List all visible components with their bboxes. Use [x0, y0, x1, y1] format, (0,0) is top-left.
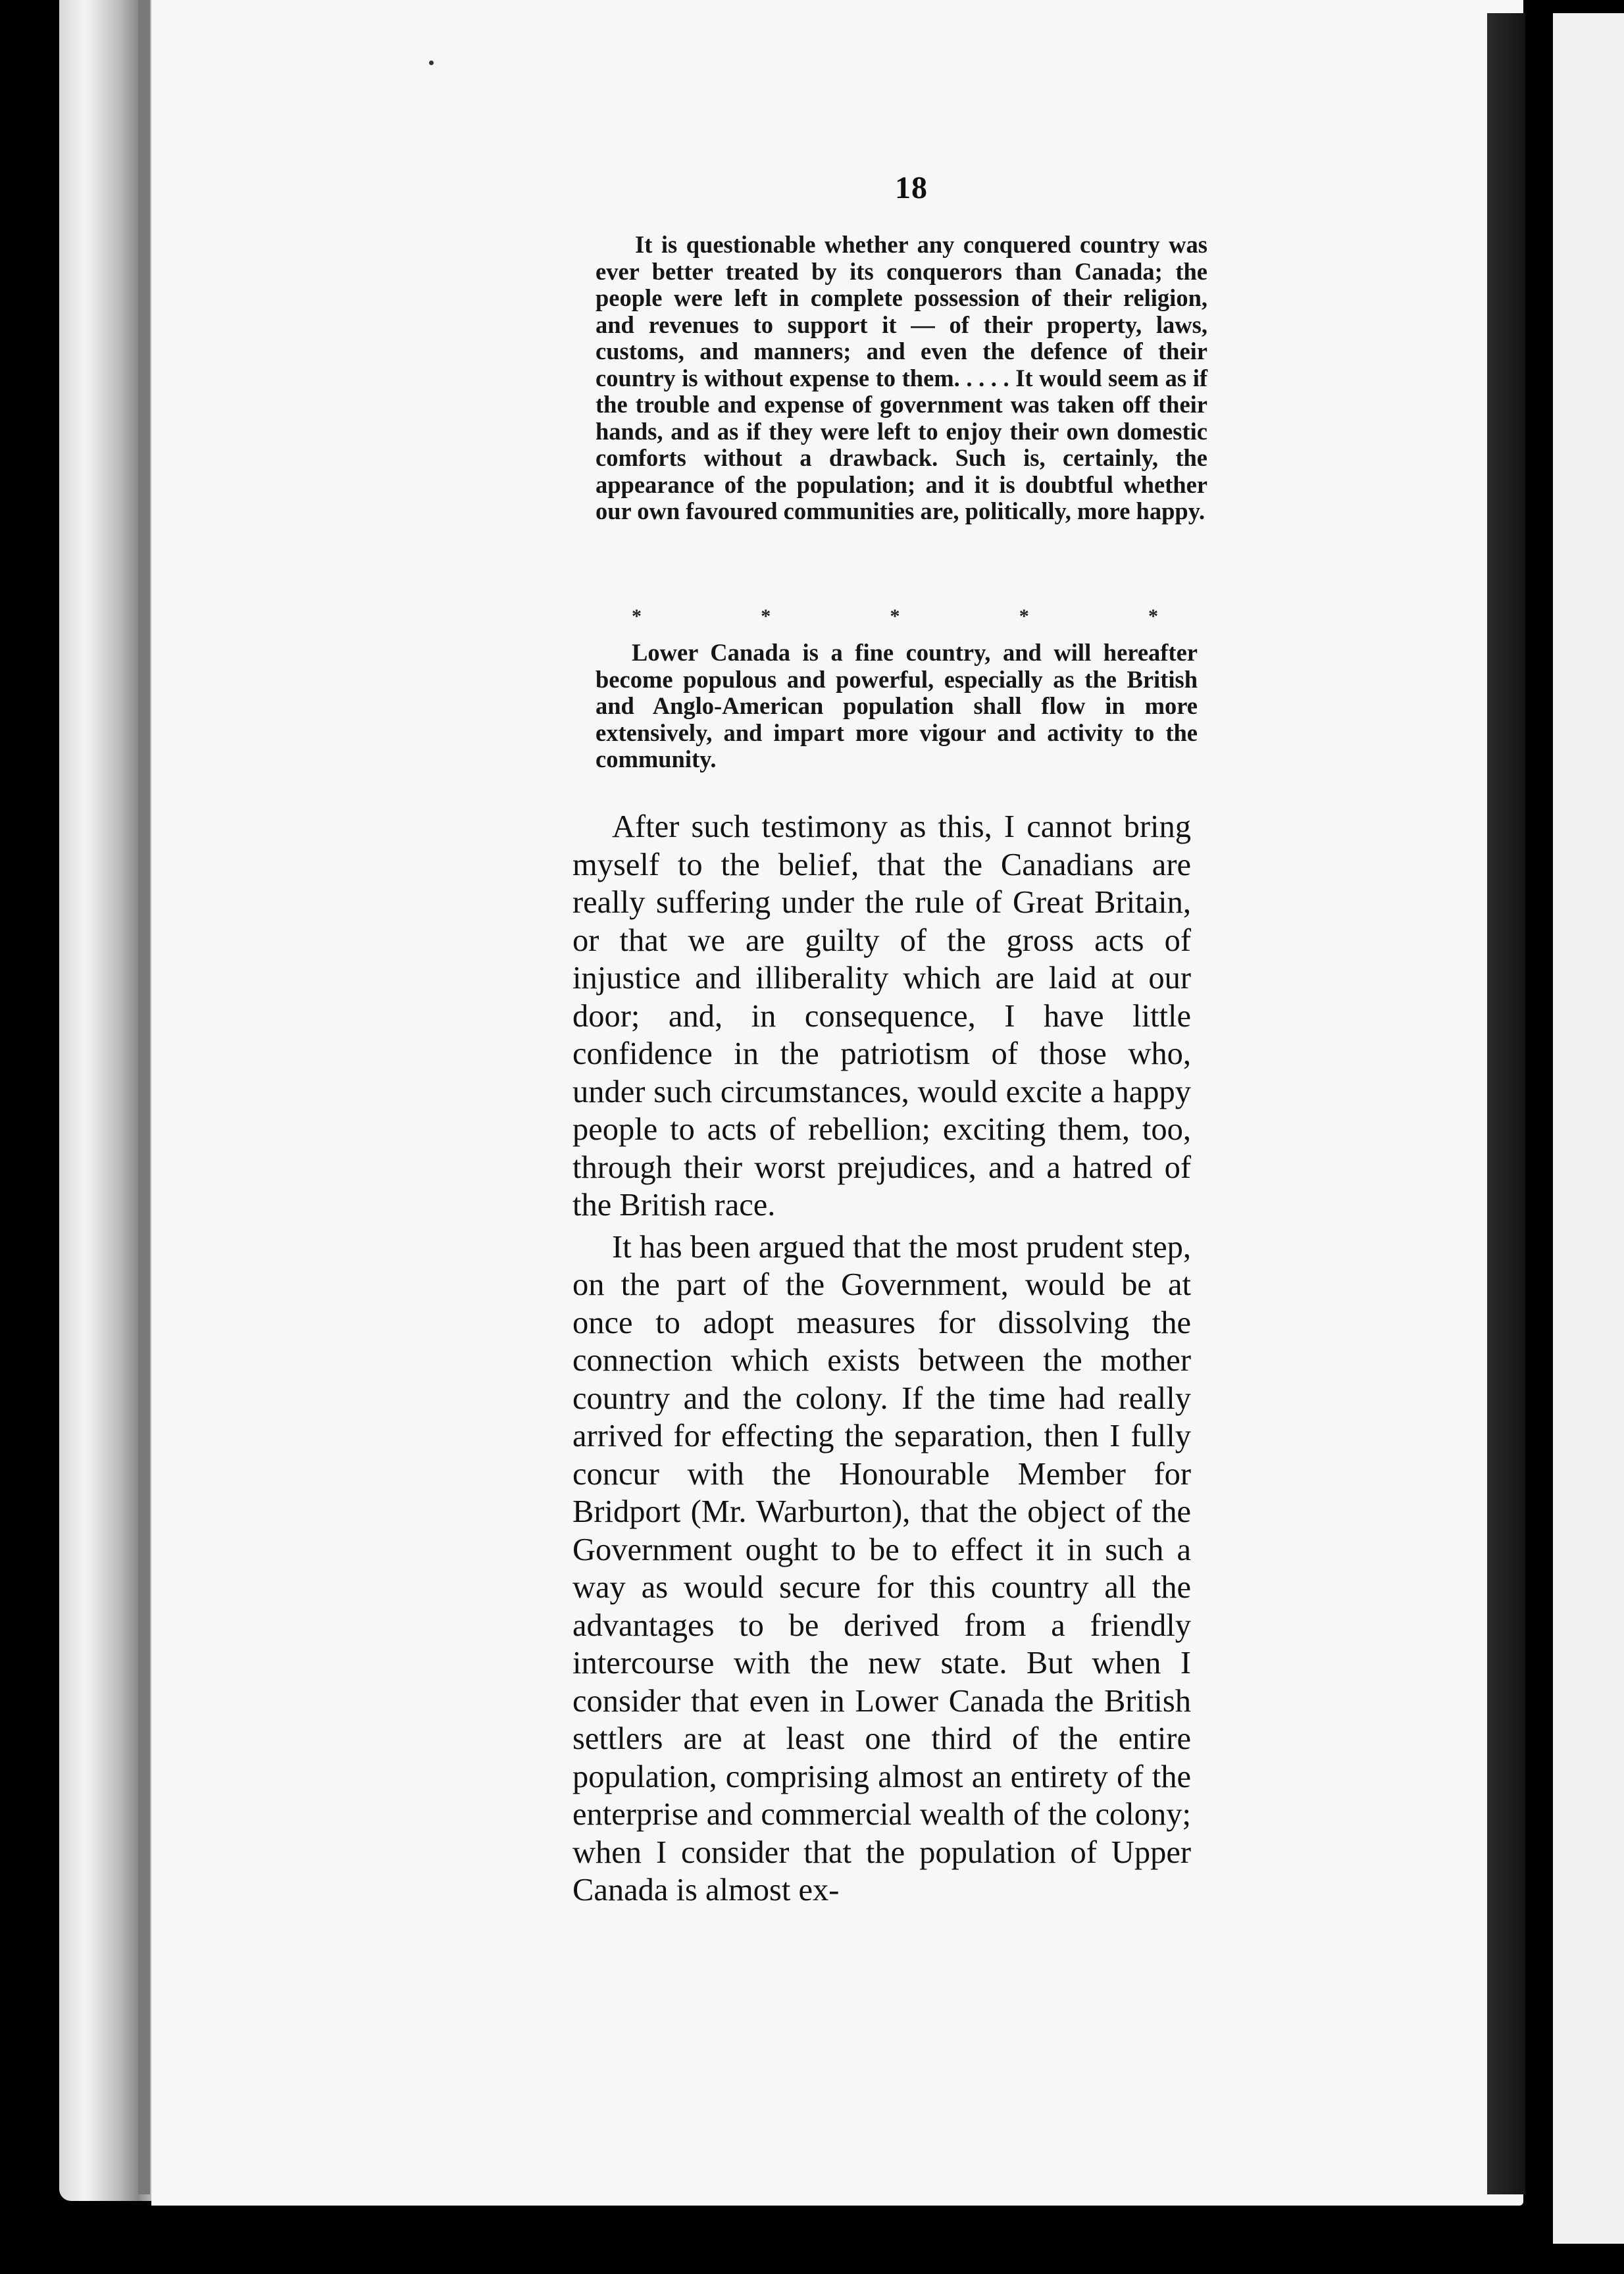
body-paragraph: It has been argued that the most prudent step, on the part of the Government, would be at once to adopt measures for dissolving the connection which exists between the mother country and the colony. If the time had really arrived for effecting the separation, then I fully concur with the Honourable Member for Bridport (Mr. Warburton), that the object of the Government ought to be to effect it in such a way as would secure for this country all the advantages to be derived from a friendly intercourse with the new state. But when I consider that even in Lower Canada the British settlers are at least one third of the entire population, comprising almost an entirety of the enterprise and commercial wealth of the colony; when I consider that the population of Upper Canada is almost ex- — [572, 1229, 1191, 1908]
separator-star: * — [632, 605, 642, 627]
separator-star: * — [1019, 605, 1029, 627]
section-separator — [632, 605, 1158, 628]
page-number: 18 — [895, 170, 928, 205]
right-page-shadow — [1487, 13, 1525, 2194]
main-body-text — [572, 808, 1191, 1909]
next-page-edge — [1553, 13, 1624, 2244]
quoted-passage-2 — [596, 640, 1198, 773]
body-paragraph: After such testimony as this, I cannot bring myself to the belief, that the Canadians are really suffering under the rule of Great Britain, or that we are guilty of the gross acts of injustice and illiberality which are laid at our door; and, in consequence, I have little confidence in the patriotism of those who, under such circumstances, would excite a happy people to acts of rebellion; exciting them, too, through their worst prejudices, and a hatred of the British race. — [572, 809, 1191, 1223]
gutter-shadow — [138, 0, 150, 2194]
quoted-passage-1 — [596, 232, 1207, 525]
separator-star: * — [890, 605, 900, 627]
quote-paragraph: It is questionable whether any conquered country was ever better treated by its conquerors than Canada; the people were left in complete possession of their religion, and revenues to support it — of their property, laws, customs, and manners; and even the defence of their country is without expense to them. . . . . It would seem as if the trouble and expense of government was taken off their hands, and as if they were left to enjoy their own domestic comforts without a drawback. Such is, certainly, the appearance of the population; and it is doubtful whether our own favoured communities are, politically, more happy. — [596, 231, 1207, 524]
separator-star: * — [1148, 605, 1158, 627]
paper-speck — [429, 61, 434, 65]
quote-paragraph: Lower Canada is a fine country, and will hereafter become populous and powerful, especially as the British and Anglo-American population shall flow in more extensively, and impart more vigour and activity to the community. — [596, 639, 1198, 772]
separator-star: * — [761, 605, 771, 627]
